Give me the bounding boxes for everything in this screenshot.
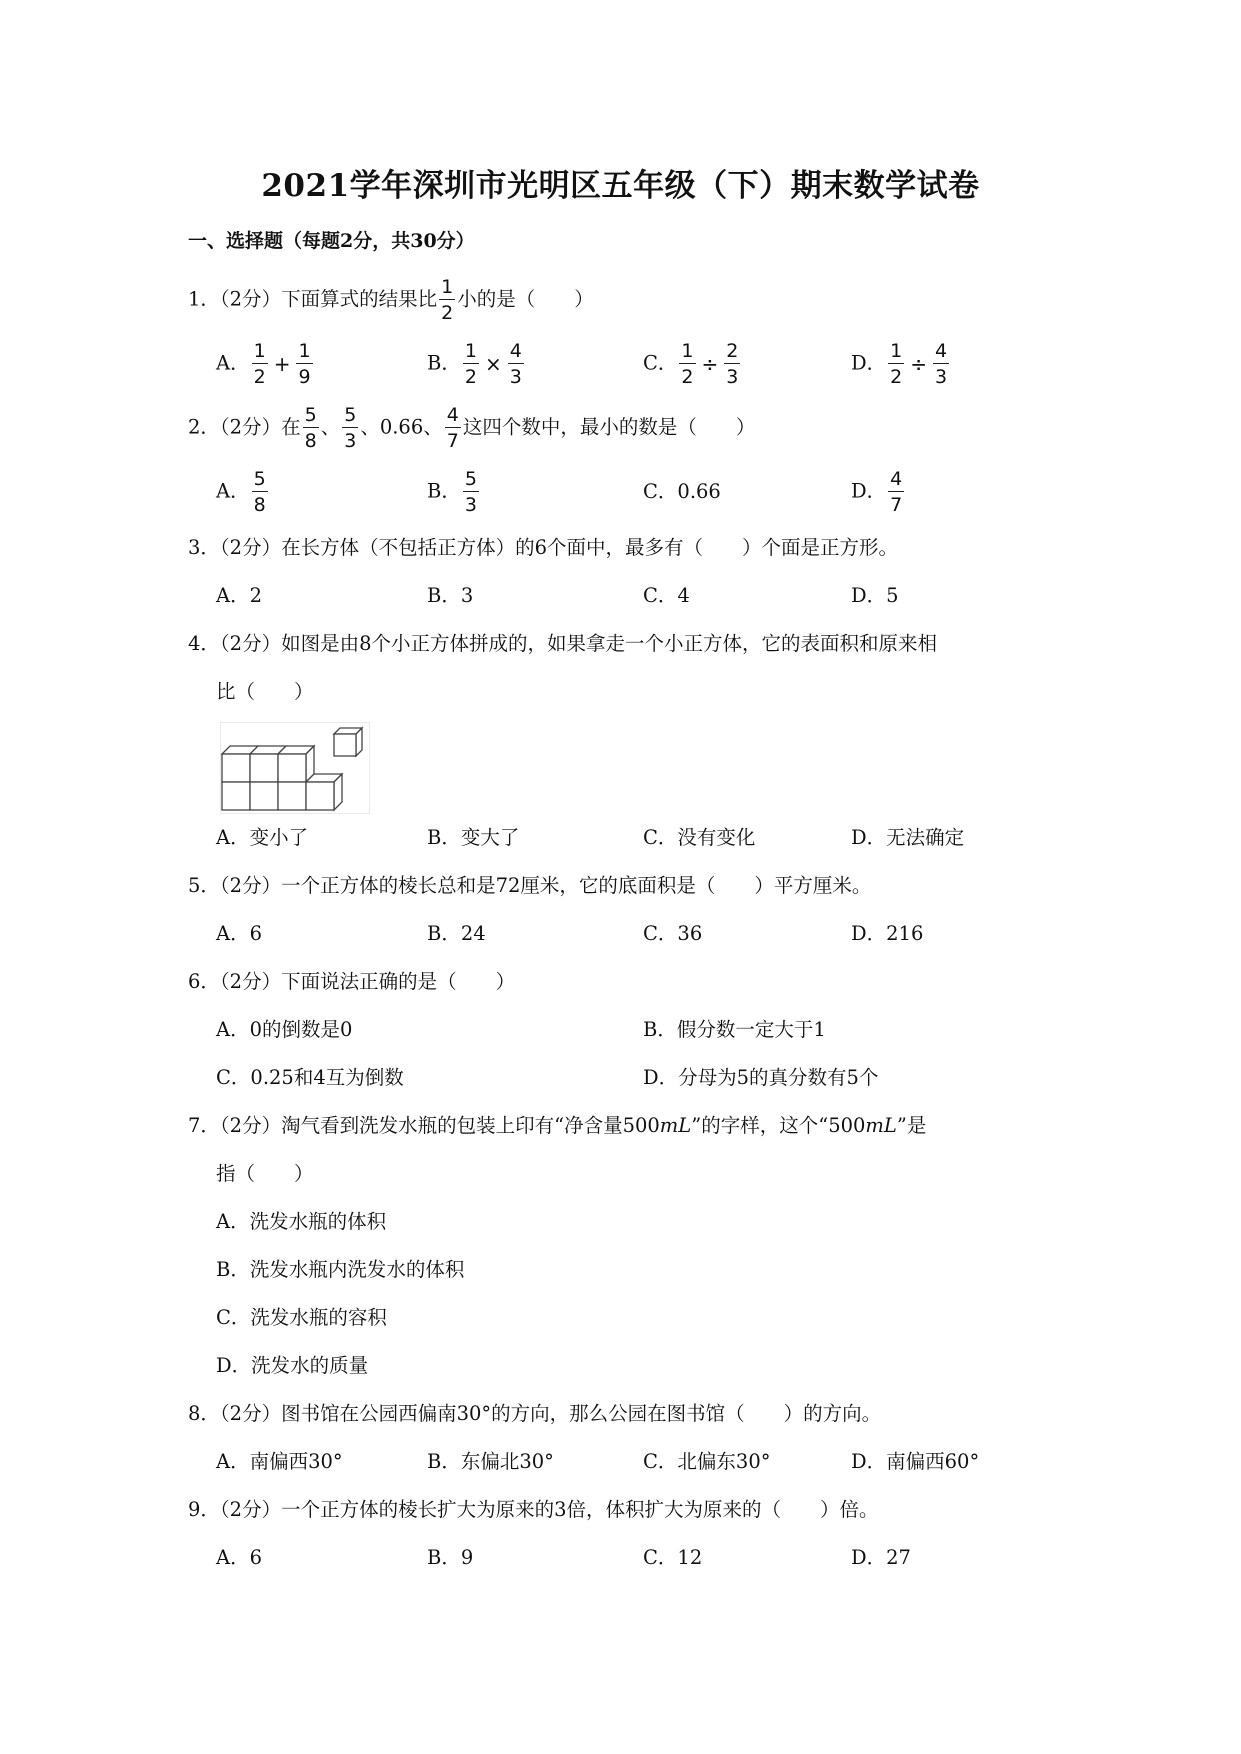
question-number: 7． bbox=[188, 1114, 220, 1137]
option-d[interactable]: D．南偏西60° bbox=[851, 1450, 980, 1473]
option-c[interactable]: C．12 bbox=[643, 1546, 703, 1569]
question-1-stem: 1．（2分）下面算式的结果比 $\frac{1}{2}$ 小的是（ ） bbox=[188, 276, 594, 324]
question-score: （2分） bbox=[219, 1498, 282, 1521]
fraction: $\frac{1}{2}$ bbox=[681, 340, 694, 388]
question-score: （2分） bbox=[219, 970, 282, 993]
option-a[interactable]: A．6 bbox=[216, 922, 263, 945]
question-score: （2分） bbox=[219, 287, 282, 311]
option-d[interactable]: D．无法确定 bbox=[851, 826, 965, 849]
page-title: 2021学年深圳市光明区五年级（下）期末数学试卷 bbox=[261, 168, 980, 204]
option-a[interactable]: A．南偏西30° bbox=[216, 1450, 343, 1473]
option-a[interactable]: A．变小了 bbox=[216, 826, 309, 849]
fraction: $\frac{4}{3}$ bbox=[509, 340, 522, 388]
option-a[interactable]: A． $\frac{1}{2}$ + $\frac{1}{9}$ bbox=[216, 340, 311, 388]
option-c[interactable]: C．洗发水瓶的容积 bbox=[216, 1306, 387, 1329]
fraction: $\frac{4}{7}$ bbox=[446, 404, 459, 452]
option-d[interactable]: D． $\frac{4}{7}$ bbox=[851, 468, 903, 516]
option-b[interactable]: B．9 bbox=[427, 1546, 474, 1569]
cubes-figure bbox=[220, 722, 370, 814]
question-2-stem: 2．（2分）在 $\frac{5}{8}$ 、 $\frac{5}{3}$ 、0.66、 $\frac{4}{7}$ 这四个数中，最小的数是（ ） bbox=[188, 404, 756, 452]
option-c[interactable]: C．4 bbox=[643, 584, 690, 607]
option-c[interactable]: C． $\frac{1}{2}$ ÷ $\frac{2}{3}$ bbox=[643, 340, 739, 388]
question-score: （2分） bbox=[219, 632, 282, 655]
question-number: 5． bbox=[188, 874, 220, 897]
fraction: $\frac{2}{3}$ bbox=[726, 340, 739, 388]
question-score: （2分） bbox=[219, 536, 282, 559]
fraction: $\frac{5}{8}$ bbox=[304, 404, 317, 452]
question-9-stem: 9．（2分）一个正方体的棱长扩大为原来的3倍，体积扩大为原来的（ ）倍。 bbox=[188, 1498, 879, 1521]
question-4-stem: 4．（2分）如图是由8个小正方体拼成的，如果拿走一个小正方体，它的表面积和原来相 bbox=[188, 632, 938, 655]
option-d[interactable]: D．216 bbox=[851, 922, 924, 945]
section-header: 一、选择题（每题2分，共30分） bbox=[188, 230, 475, 252]
fraction: $\frac{1}{2}$ bbox=[464, 340, 477, 388]
option-a[interactable]: A． $\frac{5}{8}$ bbox=[216, 468, 266, 516]
option-d[interactable]: D．27 bbox=[851, 1546, 911, 1569]
question-number: 6． bbox=[188, 970, 220, 993]
question-7-stem: 7．（2分）淘气看到洗发水瓶的包装上印有“净含量500mL”的字样，这个“500mL”是 bbox=[188, 1114, 927, 1137]
question-8-stem: 8．（2分）图书馆在公园西偏南30°的方向，那么公园在图书馆（ ）的方向。 bbox=[188, 1402, 882, 1425]
unit: mL bbox=[659, 1114, 692, 1137]
option-a[interactable]: A．0的倒数是0 bbox=[216, 1018, 353, 1041]
option-a[interactable]: A．洗发水瓶的体积 bbox=[216, 1210, 387, 1233]
option-c[interactable]: C．0.25和4互为倒数 bbox=[216, 1066, 404, 1089]
option-c[interactable]: C．没有变化 bbox=[643, 826, 756, 849]
fraction: $\frac{1}{2}$ bbox=[890, 340, 903, 388]
option-b[interactable]: B．洗发水瓶内洗发水的体积 bbox=[216, 1258, 465, 1281]
question-5-stem: 5．（2分）一个正方体的棱长总和是72厘米，它的底面积是（ ）平方厘米。 bbox=[188, 874, 872, 897]
question-4-stem-line2: 比（ ） bbox=[216, 680, 314, 703]
option-c[interactable]: C．36 bbox=[643, 922, 703, 945]
option-b[interactable]: B．假分数一定大于1 bbox=[643, 1018, 826, 1041]
option-d[interactable]: D．分母为5的真分数有5个 bbox=[643, 1066, 879, 1089]
fraction: $\frac{4}{3}$ bbox=[935, 340, 948, 388]
option-b[interactable]: B．3 bbox=[427, 584, 474, 607]
question-score: （2分） bbox=[219, 1114, 282, 1137]
option-a[interactable]: A．2 bbox=[216, 584, 263, 607]
question-3-stem: 3．（2分）在长方体（不包括正方体）的6个面中，最多有（ ）个面是正方形。 bbox=[188, 536, 899, 559]
question-7-stem-line2: 指（ ） bbox=[216, 1162, 314, 1185]
fraction: $\frac{1}{2}$ bbox=[253, 340, 266, 388]
option-d[interactable]: D．洗发水的质量 bbox=[216, 1354, 369, 1377]
question-score: （2分） bbox=[219, 1402, 282, 1425]
option-b[interactable]: B．变大了 bbox=[427, 826, 520, 849]
option-d[interactable]: D． $\frac{1}{2}$ ÷ $\frac{4}{3}$ bbox=[851, 340, 948, 388]
unit: mL bbox=[865, 1114, 897, 1137]
question-number: 8． bbox=[188, 1402, 220, 1425]
option-a[interactable]: A．6 bbox=[216, 1546, 263, 1569]
fraction: $\frac{4}{7}$ bbox=[890, 468, 903, 516]
fraction: $\frac{5}{3}$ bbox=[344, 404, 357, 452]
fraction: $\frac{5}{3}$ bbox=[464, 468, 477, 516]
question-number: 2． bbox=[188, 415, 220, 439]
question-number: 4． bbox=[188, 632, 220, 655]
option-b[interactable]: B． $\frac{5}{3}$ bbox=[427, 468, 477, 516]
option-d[interactable]: D．5 bbox=[851, 584, 899, 607]
question-6-stem: 6．（2分）下面说法正确的是（ ） bbox=[188, 970, 516, 993]
option-b[interactable]: B．24 bbox=[427, 922, 486, 945]
fraction: $\frac{1}{9}$ bbox=[298, 340, 311, 388]
question-number: 9． bbox=[188, 1498, 220, 1521]
option-c[interactable]: C．北偏东30° bbox=[643, 1450, 771, 1473]
fraction: $\frac{5}{8}$ bbox=[253, 468, 266, 516]
question-number: 3． bbox=[188, 536, 220, 559]
question-score: （2分） bbox=[219, 415, 282, 439]
question-number: 1． bbox=[188, 287, 220, 311]
option-c[interactable]: C．0.66 bbox=[643, 480, 721, 503]
question-score: （2分） bbox=[219, 874, 282, 897]
option-b[interactable]: B．东偏北30° bbox=[427, 1450, 554, 1473]
fraction: $\frac{1}{2}$ bbox=[441, 276, 454, 324]
option-b[interactable]: B． $\frac{1}{2}$ × $\frac{4}{3}$ bbox=[427, 340, 522, 388]
